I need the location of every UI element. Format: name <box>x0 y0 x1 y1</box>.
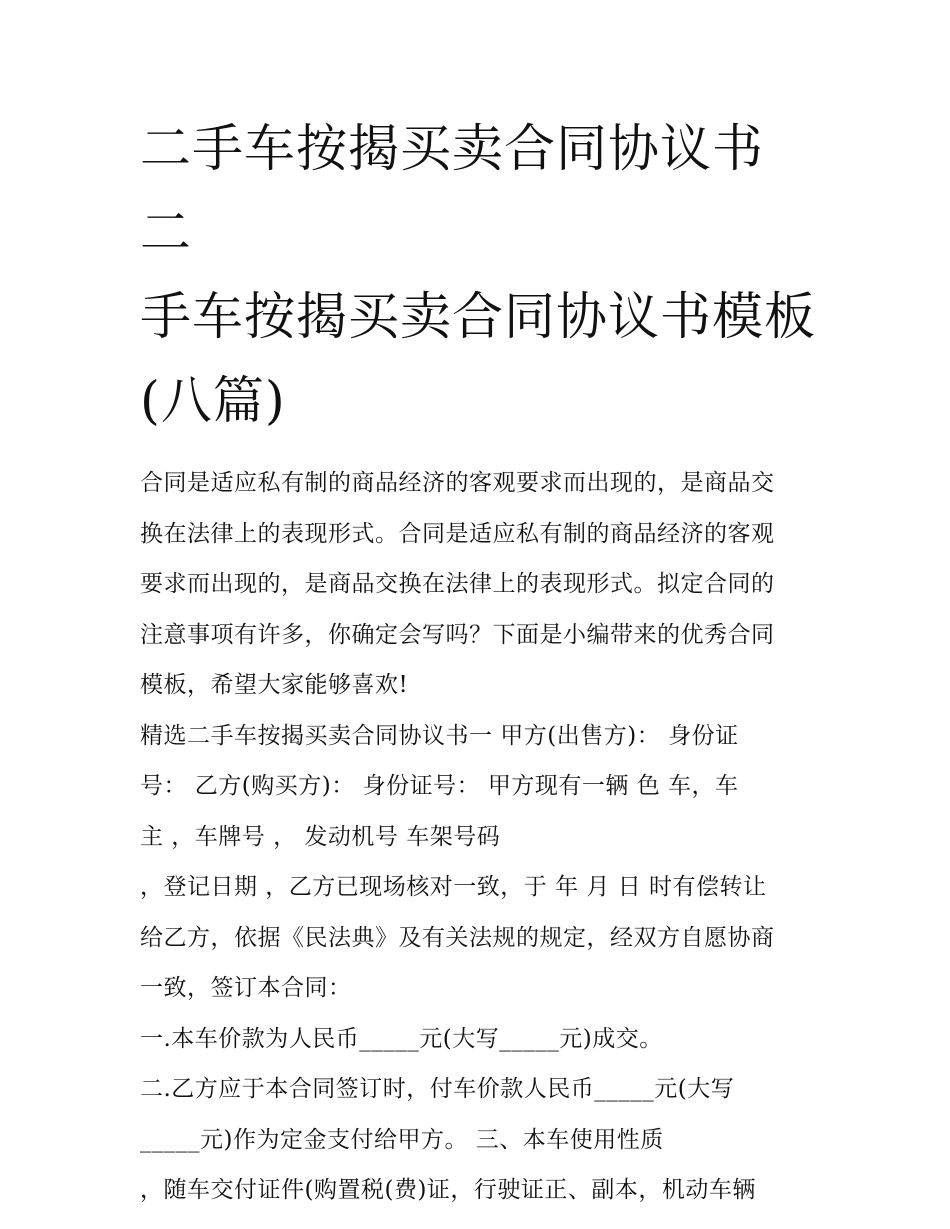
body-line: ，登记日期 ，乙方已现场核对一致，于 年 月 日 时有偿转让 <box>140 874 767 900</box>
body-line: 一致，签订本合同： <box>140 975 352 1001</box>
body-line: 换在法律上的表现形式。合同是适应私有制的商品经济的客观 <box>140 520 775 547</box>
body-line: 精选二手车按揭买卖合同协议书一 甲方(出售方)： 身份证 <box>140 722 739 749</box>
document-title <box>140 108 820 444</box>
body-line: ，随车交付证件(购置税(费)证，行驶证正、副本，机动车辆 <box>140 1177 756 1203</box>
title-line: 二手车按揭买卖合同协议书 二 <box>140 120 765 263</box>
document-body <box>140 458 820 1216</box>
title-line: (八篇) <box>140 372 286 431</box>
body-line: 注意事项有许多，你确定会写吗？下面是小编带来的优秀合同 <box>140 621 775 648</box>
body-line: 要求而出现的，是商品交换在法律上的表现形式。拟定合同的 <box>140 571 775 597</box>
body-line: 模板，希望大家能够喜欢! <box>140 672 409 698</box>
title-line: 手车按揭买卖合同协议书模板 <box>140 288 817 347</box>
body-line: 合同是适应私有制的商品经济的客观要求而出现的，是商品交 <box>140 470 775 496</box>
body-line: _____元)作为定金支付给甲方。 三、本车使用性质 <box>140 1126 664 1153</box>
body-line: 二.乙方应于本合同签订时，付车价款人民币_____元(大写 <box>140 1076 735 1102</box>
document-page <box>140 108 820 1216</box>
body-line: 一.本车价款为人民币_____元(大写_____元)成交。 <box>140 1025 663 1052</box>
body-line: 主 ，车牌号 ， 发动机号 车架号码 <box>140 823 501 850</box>
body-line: 给乙方，依据《民法典》及有关法规的规定，经双方自愿协商 <box>140 924 775 951</box>
body-line: 号： 乙方(购买方)： 身份证号： 甲方现有一辆 色 车，车 <box>140 773 739 799</box>
